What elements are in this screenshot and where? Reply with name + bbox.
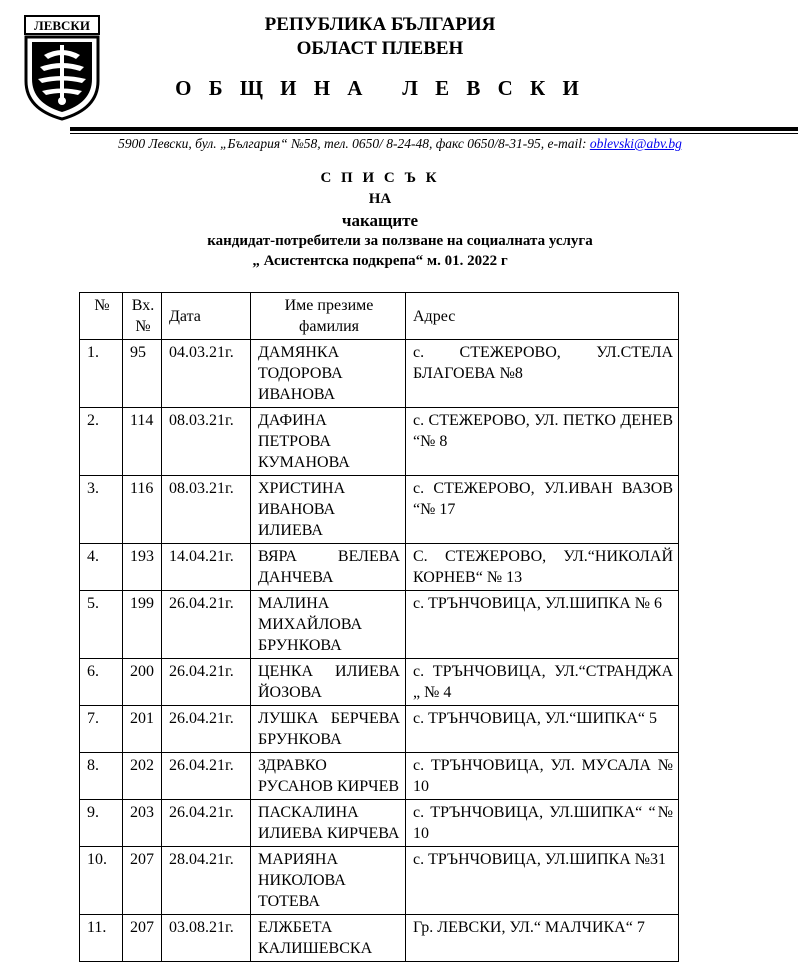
table-row bbox=[80, 408, 679, 476]
row-number: 1. bbox=[80, 340, 123, 408]
row-name: ДАМЯНКА ТОДОРОВА ИВАНОВА bbox=[251, 340, 406, 408]
row-date: 04.03.21г. bbox=[162, 340, 251, 408]
row-name: МАРИЯНА НИКОЛОВА ТОТЕВА bbox=[251, 847, 406, 915]
row-address: с. СТЕЖЕРОВО, УЛ.ИВАН ВАЗОВ “№ 17 bbox=[406, 476, 679, 544]
waiting-list-table bbox=[79, 292, 679, 962]
row-date: 03.08.21г. bbox=[162, 915, 251, 962]
header-rule-thick bbox=[70, 127, 798, 131]
email-link[interactable]: oblevski@abv.bg bbox=[589, 136, 682, 151]
row-date: 08.03.21г. bbox=[162, 408, 251, 476]
table-row bbox=[80, 800, 679, 847]
row-number: 2. bbox=[80, 408, 123, 476]
row-address: с. ТРЪНЧОВИЦА, УЛ.ШИПКА“ “№ 10 bbox=[406, 800, 679, 847]
header-rule-thin bbox=[70, 133, 798, 134]
row-name: МАЛИНА МИХАЙЛОВА БРУНКОВА bbox=[251, 591, 406, 659]
row-address: с. СТЕЖЕРОВО, УЛ. ПЕТКО ДЕНЕВ “№ 8 bbox=[406, 408, 679, 476]
table-row bbox=[80, 476, 679, 544]
header-name: Име презиме фамилия bbox=[251, 293, 406, 340]
row-date: 26.04.21г. bbox=[162, 706, 251, 753]
row-number: 6. bbox=[80, 659, 123, 706]
table-row bbox=[80, 659, 679, 706]
row-date: 26.04.21г. bbox=[162, 800, 251, 847]
row-address: с. ТРЪНЧОВИЦА, УЛ.“СТРАНДЖА „ № 4 bbox=[406, 659, 679, 706]
row-number: 11. bbox=[80, 915, 123, 962]
table-row bbox=[80, 706, 679, 753]
row-address: с. ТРЪНЧОВИЦА, УЛ. МУСАЛА № 10 bbox=[406, 753, 679, 800]
row-number: 4. bbox=[80, 544, 123, 591]
row-address: с. ТРЪНЧОВИЦА, УЛ.ШИПКА №31 bbox=[406, 847, 679, 915]
contact-line bbox=[0, 136, 800, 152]
row-date: 26.04.21г. bbox=[162, 591, 251, 659]
header-date: Дата bbox=[162, 293, 251, 340]
row-address: С. СТЕЖЕРОВО, УЛ.“НИКОЛАЙ КОРНЕВ“ № 13 bbox=[406, 544, 679, 591]
table-header-row bbox=[80, 293, 679, 340]
row-date: 26.04.21г. bbox=[162, 753, 251, 800]
table-row bbox=[80, 847, 679, 915]
table-row bbox=[80, 753, 679, 800]
row-name: ЛУШКА БЕРЧЕВА БРУНКОВА bbox=[251, 706, 406, 753]
row-date: 26.04.21г. bbox=[162, 659, 251, 706]
row-incoming-number: 203 bbox=[123, 800, 162, 847]
region-heading: ОБЛАСТ ПЛЕВЕН bbox=[296, 38, 464, 59]
header-number: № bbox=[80, 293, 123, 340]
row-incoming-number: 95 bbox=[123, 340, 162, 408]
row-name: ЕЛЖБЕТА КАЛИШЕВСКА bbox=[251, 915, 406, 962]
crest-text: ЛЕВСКИ bbox=[34, 18, 90, 33]
header-incoming: Вх. № bbox=[123, 293, 162, 340]
list-title-of: НА bbox=[368, 191, 392, 207]
row-incoming-number: 114 bbox=[123, 408, 162, 476]
table-row bbox=[80, 591, 679, 659]
list-subtitle: кандидат-потребители за ползване на социалната услуга bbox=[207, 233, 593, 249]
municipality-heading: О Б Щ И Н А Л Е В С К И bbox=[175, 76, 585, 100]
row-incoming-number: 207 bbox=[123, 915, 162, 962]
contact-text: 5900 Левски, бул. „България“ №58, тел. 0650/ 8-24-48, факс 0650/8-31-95, e-mail: bbox=[118, 136, 590, 151]
list-title-waiting: чакащите bbox=[341, 211, 419, 230]
list-title: С П И С Ъ К bbox=[320, 170, 440, 186]
row-name: ПАСКАЛИНА ИЛИЕВА КИРЧЕВА bbox=[251, 800, 406, 847]
row-address: с. ТРЪНЧОВИЦА, УЛ.“ШИПКА“ 5 bbox=[406, 706, 679, 753]
row-incoming-number: 193 bbox=[123, 544, 162, 591]
header-address: Адрес bbox=[406, 293, 679, 340]
row-date: 08.03.21г. bbox=[162, 476, 251, 544]
row-number: 8. bbox=[80, 753, 123, 800]
list-period: „ Асистентска подкрепа“ м. 01. 2022 г bbox=[252, 253, 508, 269]
country-heading: РЕПУБЛИКА БЪЛГАРИЯ bbox=[264, 14, 496, 35]
table-row bbox=[80, 340, 679, 408]
row-incoming-number: 116 bbox=[123, 476, 162, 544]
row-number: 5. bbox=[80, 591, 123, 659]
row-number: 7. bbox=[80, 706, 123, 753]
table-row bbox=[80, 544, 679, 591]
row-name: ВЯРА ВЕЛЕВА ДАНЧЕВА bbox=[251, 544, 406, 591]
row-incoming-number: 201 bbox=[123, 706, 162, 753]
row-number: 10. bbox=[80, 847, 123, 915]
row-number: 3. bbox=[80, 476, 123, 544]
row-incoming-number: 202 bbox=[123, 753, 162, 800]
row-name: ХРИСТИНА ИВАНОВА ИЛИЕВА bbox=[251, 476, 406, 544]
row-address: с. СТЕЖЕРОВО, УЛ.СТЕЛА БЛАГОЕВА №8 bbox=[406, 340, 679, 408]
row-address: Гр. ЛЕВСКИ, УЛ.“ МАЛЧИКА“ 7 bbox=[406, 915, 679, 962]
row-date: 14.04.21г. bbox=[162, 544, 251, 591]
row-address: с. ТРЪНЧОВИЦА, УЛ.ШИПКА № 6 bbox=[406, 591, 679, 659]
row-name: ЗДРАВКО РУСАНОВ КИРЧЕВ bbox=[251, 753, 406, 800]
row-incoming-number: 200 bbox=[123, 659, 162, 706]
row-name: ЦЕНКА ИЛИЕВА ЙОЗОВА bbox=[251, 659, 406, 706]
row-number: 9. bbox=[80, 800, 123, 847]
row-incoming-number: 207 bbox=[123, 847, 162, 915]
table-row bbox=[80, 915, 679, 962]
row-name: ДАФИНА ПЕТРОВА КУМАНОВА bbox=[251, 408, 406, 476]
row-incoming-number: 199 bbox=[123, 591, 162, 659]
row-date: 28.04.21г. bbox=[162, 847, 251, 915]
